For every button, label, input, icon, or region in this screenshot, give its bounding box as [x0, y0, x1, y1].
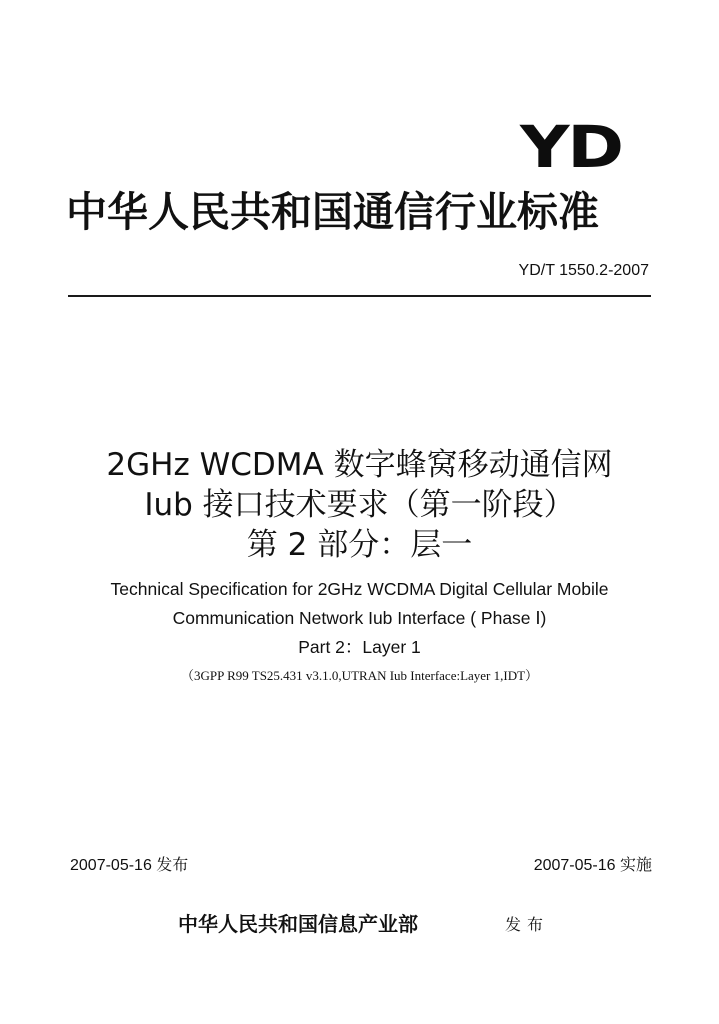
source-reference: （3GPP R99 TS25.431 v3.1.0,UTRAN Iub Interface:Layer 1,IDT）: [180, 668, 539, 683]
publisher-name: 中华人民共和国信息产业部: [178, 912, 418, 936]
standard-number: YD/T 1550.2-2007: [518, 262, 649, 279]
yd-logo: YD: [520, 113, 622, 181]
english-title-line-1: Technical Specification for 2GHz WCDMA Digital Cellular Mobile: [110, 579, 609, 599]
header-divider: [68, 295, 651, 297]
implementation-date: 2007-05-16 实施: [533, 857, 652, 874]
chinese-title-line-3: 第 2 部分：层一: [246, 527, 473, 563]
english-title-line-2: Communication Network Iub Interface ( Phase Ⅰ): [172, 608, 547, 628]
issue-date: 2007-05-16 发布: [70, 857, 189, 874]
publish-label: 发布: [505, 915, 550, 934]
chinese-title-line-1: 2GHz WCDMA 数字蜂窝移动通信网: [106, 447, 613, 483]
standard-category-title: 中华人民共和国通信行业标准: [66, 188, 599, 236]
english-title-line-3: Part 2：Layer 1: [298, 637, 421, 657]
chinese-title-line-2: Iub 接口技术要求（第一阶段）: [144, 487, 575, 523]
